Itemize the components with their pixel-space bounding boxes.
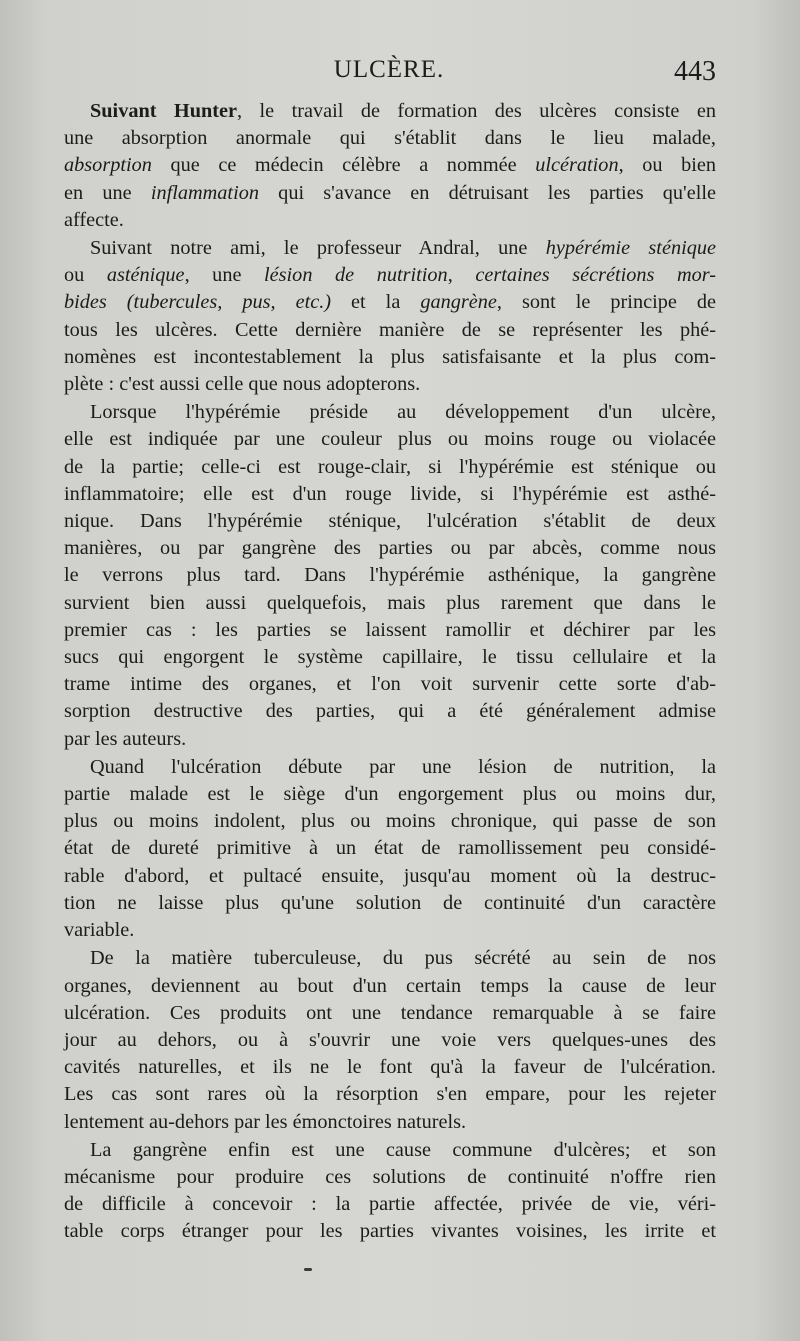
text-line: sucs qui engorgent le système capillaire, le tissu cellulaire et la	[64, 646, 716, 669]
text-line: variable.	[64, 919, 135, 942]
text-line: le verrons plus tard. Dans l'hypérémie asthénique, la gangrène	[64, 564, 716, 587]
running-head: ULCÈRE.	[333, 56, 445, 83]
text-line: ou asténique, une lésion de nutrition, certaines sécrétions mor-	[64, 264, 717, 287]
text-line: mécanisme pour produire ces solutions de continuité n'offre rien	[64, 1165, 716, 1188]
text-line: La gangrène enfin est une cause commune d'ulcères; et son	[90, 1138, 716, 1161]
text-line: trame intime des organes, et l'on voit survenir cette sorte d'ab-	[64, 673, 716, 696]
text-line: bides (tubercules, pus, etc.) et la gangrène, sont le principe de	[64, 291, 716, 314]
page-body	[64, 98, 716, 1246]
text-line: tion ne laisse plus qu'une solution de continuité d'un caractère	[64, 891, 716, 914]
text-line: manières, ou par gangrène des parties ou par abcès, comme nous	[64, 537, 716, 560]
text-line: ulcération. Ces produits ont une tendance remarquable à se faire	[64, 1001, 716, 1024]
text-line: par les auteurs.	[64, 727, 187, 750]
text-line: partie malade est le siège d'un engorgement plus ou moins dur,	[64, 783, 716, 806]
text-line: plus ou moins indolent, plus ou moins chronique, qui passe de son	[64, 810, 716, 833]
text-line: sorption destructive des parties, qui a été généralement admise	[64, 700, 716, 723]
text-line: cavités naturelles, et ils ne le font qu'à la faveur de l'ulcération.	[64, 1056, 716, 1079]
text-line: De la matière tuberculeuse, du pus sécrété au sein de nos	[90, 947, 716, 970]
text-line: rable d'abord, et pultacé ensuite, jusqu'au moment où la destruc-	[64, 864, 716, 887]
text-line: tous les ulcères. Cette dernière manière de se représenter les phé-	[64, 318, 716, 341]
page-header	[62, 56, 716, 92]
paragraph-tuberculeuse	[64, 945, 716, 1135]
text-line: lentement au-dehors par les émonctoires naturels.	[64, 1110, 467, 1133]
text-line: de difficile à concevoir : la partie affectée, privée de vie, véri-	[64, 1193, 716, 1216]
text-line: organes, deviennent au bout d'un certain temps la cause de leur	[64, 974, 716, 997]
text-line: Les cas sont rares où la résorption s'en empare, pour les rejeter	[64, 1083, 716, 1106]
text-line: jour au dehors, ou à s'ouvrir une voie vers quelques-unes des	[64, 1028, 716, 1051]
text-line: Lorsque l'hypérémie préside au développement d'un ulcère,	[90, 401, 716, 424]
text-line: affecte.	[64, 208, 124, 231]
text-line: elle est indiquée par une couleur plus ou moins rouge ou violacée	[64, 428, 716, 451]
text-line: de la partie; celle-ci est rouge-clair, si l'hypérémie est sténique ou	[64, 455, 716, 478]
text-line: survient bien aussi quelquefois, mais plus rarement que dans le	[64, 591, 716, 614]
text-line: état de dureté primitive à un état de ramollissement peu considé-	[64, 837, 716, 860]
paragraph-andral	[64, 235, 716, 398]
paragraph-gangrene	[64, 1137, 716, 1246]
page-number: 443	[674, 56, 716, 87]
text-line: Quand l'ulcération débute par une lésion de nutrition, la	[90, 755, 716, 778]
paragraph-nutrition	[64, 754, 716, 944]
paragraph-hyperemie	[64, 399, 716, 753]
text-line: plète : c'est aussi celle que nous adopterons.	[64, 373, 421, 396]
text-line: table corps étranger pour les parties vivantes voisines, les irrite et	[64, 1220, 716, 1243]
text-line: Suivant notre ami, le professeur Andral, une hypérémie sténique	[90, 237, 717, 260]
text-line: nomènes est incontestablement la plus satisfaisante et la plus com-	[64, 345, 716, 368]
text-line: une absorption anormale qui s'établit dans le lieu malade,	[64, 127, 716, 150]
paragraph-hunter	[64, 98, 716, 234]
ink-speck	[304, 1268, 312, 1271]
text-line: absorption que ce médecin célèbre a nommée ulcération, ou bien	[64, 154, 716, 177]
text-line: premier cas : les parties se laissent ramollir et déchirer par les	[64, 618, 716, 641]
text-line: Suivant Hunter, le travail de formation des ulcères consiste en	[90, 100, 716, 122]
text-line: en une inflammation qui s'avance en détruisant les parties qu'elle	[64, 181, 716, 204]
text-line: nique. Dans l'hypérémie sténique, l'ulcération s'établit de deux	[64, 510, 716, 533]
text-line: inflammatoire; elle est d'un rouge livide, si l'hypérémie est asthé-	[64, 482, 716, 505]
